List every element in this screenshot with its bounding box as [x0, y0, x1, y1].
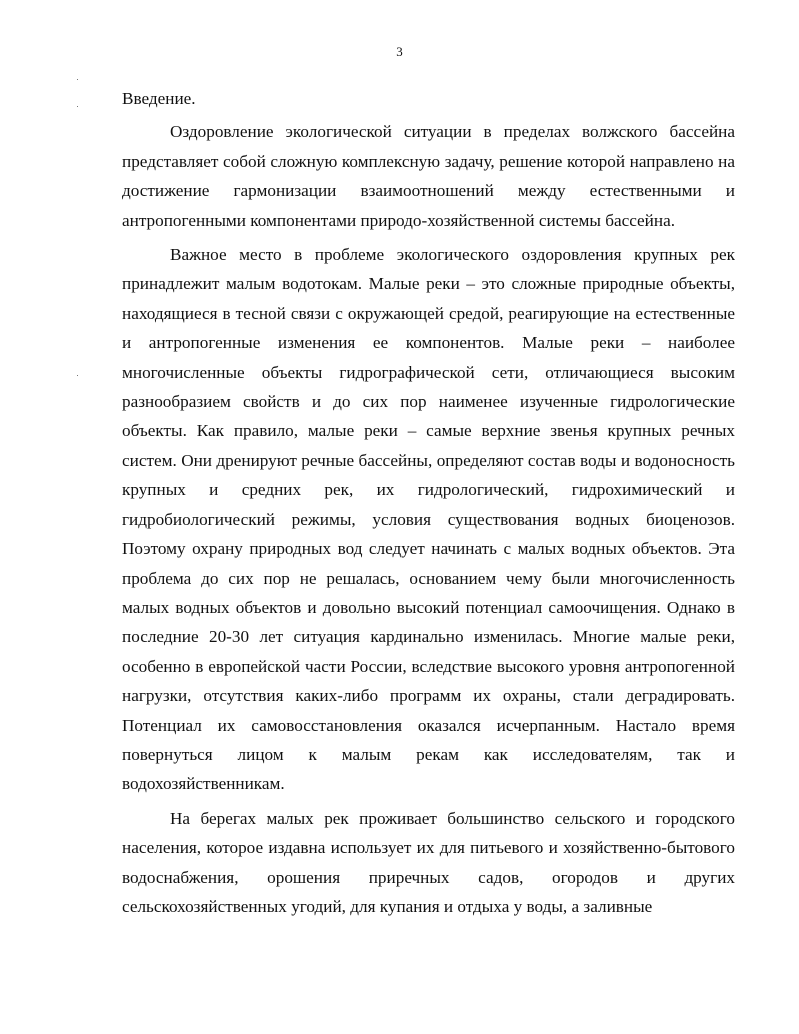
paragraph-1: Оздоровление экологической ситуации в пределах волжского бассейна представляет собой сложную комплексную задачу, решение которой направлено на достижение гармонизации взаимоотношений между естественными и антропогенными компонентами природо-хозяйственной системы бассейна. — [122, 122, 735, 230]
paragraph-3: На берегах малых рек проживает большинство сельского и городского населения, которое издавна использует их для питьевого и хозяйственно-бытового водоснабжения, орошения приречных садов, огородов и других сельскохозяйственных угодий, для купания и отдыха у воды, а заливные — [122, 808, 735, 916]
document-body — [122, 84, 735, 921]
scan-speck — [77, 79, 78, 80]
scan-speck — [77, 375, 78, 376]
scan-speck — [77, 106, 78, 107]
page-number: 3 — [396, 44, 403, 59]
section-heading: Введение. — [122, 89, 196, 108]
paragraph-2: Важное место в проблеме экологического оздоровления крупных рек принадлежит малым водотокам. Малые реки – это сложные природные объекты, находящиеся в тесной связи с окружающей средой, реагирующие на естественные и антропогенные изменения ее компонентов. Малые реки – наиболее многочисленные объекты гидрографической сети, отличающиеся высоким разнообразием свойств и до сих пор наименее изученные гидрологические объекты. Как правило, малые реки – самые верхние звенья крупных речных систем. Они дренируют речные бассейны, определяют состав воды и водоносность крупных и средних рек, их гидрологический, гидрохимический и гидробиологический режимы, условия существования водных биоценозов. Поэтому охрану природных вод следует начинать с малых водных объектов. Эта проблема до сих пор не решалась, основанием чему были многочисленность малых водных объектов и довольно высокий потенциал самоочищения. Однако в последние 20-30 лет ситуация кардинально изменилась. Многие малые реки, особенно в европейской части России, вследствие высокого уровня антропогенной нагрузки, отсутствия каких-либо программ их охраны, стали деградировать. Потенциал их самовосстановления оказался исчерпанным. Настало время повернуться лицом к малым рекам как исследователям, так и водохозяйственникам. — [122, 245, 735, 794]
